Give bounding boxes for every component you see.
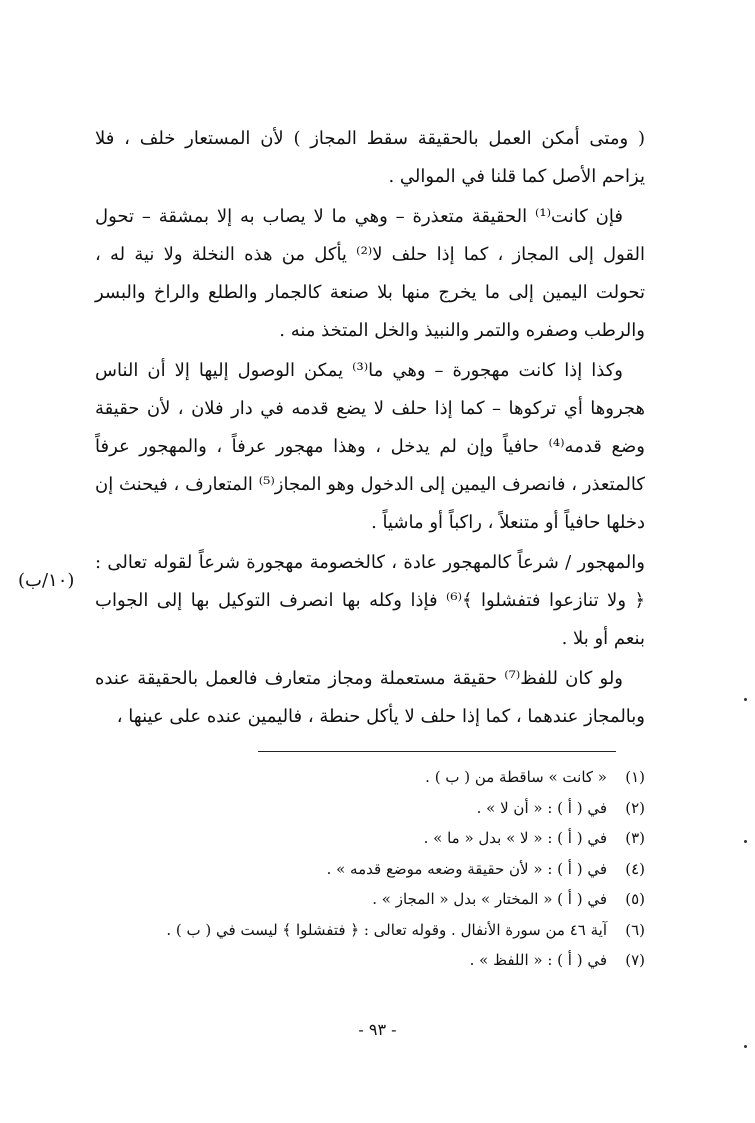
footnote-text: في ( أ ) : « اللفظ » . [469, 951, 607, 969]
footnote [95, 762, 645, 793]
footnote [95, 793, 645, 824]
footnote-text: في ( أ ) : « أن لا » . [476, 798, 607, 817]
footnotes-list [95, 762, 645, 976]
scan-speck [744, 698, 747, 701]
scan-speck [744, 1045, 747, 1048]
footnote-text: في ( أ ) : « لأن حقيقة وضعه موضع قدمه » . [326, 859, 607, 878]
paragraph-1: ( ومتى أمكن العمل بالحقيقة سقط المجاز ) لأن المستعار خلف ، فلا يزاحم الأصل كما قلنا في الموالي . [95, 128, 645, 187]
footnote [95, 884, 645, 915]
paragraph-5: ولو كان للفظ⁽⁷⁾ حقيقة مستعملة ومجاز متعارف فالعمل بالحقيقة عنده وبالمجاز عندهما ، كما إذا حلف لا يأكل حنطة ، فاليمين عنده على عينها ، [95, 668, 645, 727]
footnote-number: (٥) [625, 890, 645, 908]
footnote [95, 915, 645, 946]
footnote [95, 945, 645, 976]
footnote-number: (٤) [625, 859, 645, 878]
footnote [95, 823, 645, 854]
footnote-number: (٢) [625, 798, 645, 817]
body-text [95, 120, 645, 738]
footnote-number: (٣) [625, 829, 645, 847]
footnote-text: آية ٤٦ من سورة الأنفال . وقوله تعالى : ﴿ فتفشلوا ﴾ ليست في ( ب ) . [166, 920, 607, 939]
paragraph-2: فإن كانت⁽¹⁾ الحقيقة متعذرة – وهي ما لا يصاب به إلا بمشقة – تحول القول إلى المجاز ، كما إذا حلف لا⁽²⁾ يأكل من هذه النخلة ولا نية له ، تحولت اليمين إلى ما يخرج منها بلا صنعة كالجمار والطلع والراخ والبسر والرطب وصفره والتمر والنبيذ والخل المتخذ منه . [95, 206, 646, 341]
footnote-separator [258, 751, 616, 752]
footnote-number: (٧) [625, 951, 645, 969]
manuscript-folio-marker: (١٠/ب) [18, 570, 75, 591]
footnote-number: (١) [625, 768, 645, 786]
footnote-text: في ( أ ) : « لا » بدل « ما » . [423, 829, 607, 847]
footnote-number: (٦) [625, 920, 645, 939]
footnote [95, 854, 645, 885]
page-number: - ٩٣ - [358, 1020, 397, 1039]
footnote-text: « كانت » ساقطة من ( ب ) . [425, 768, 607, 786]
footnote-text: في ( أ ) « المختار » بدل « المجاز » . [372, 890, 607, 908]
paragraph-4: والمهجور / شرعاً كالمهجور عادة ، كالخصومة مهجورة شرعاً لقوله تعالى : ﴿ ولا تنازعوا فتفشلوا ﴾⁽⁶⁾ فإذا وكله بها انصرف التوكيل بها إلى الجواب بنعم أو بلا . [95, 552, 645, 649]
paragraph-3: وكذا إذا كانت مهجورة – وهي ما⁽³⁾ يمكن الوصول إليها إلا أن الناس هجروها أي تركوها – كما إذا حلف لا يضع قدمه في دار فلان ، لأن حقيقة وضع قدمه⁽⁴⁾ حافياً وإن لم يدخل ، وهذا مهجور عرفاً ، والمهجور عرفاً كالمتعذر ، فانصرف اليمين إلى الدخول وهو المجاز⁽⁵⁾ المتعارف ، فيحنث إن دخلها حافياً أو متنعلاً ، راكباً أو ماشياً . [95, 360, 646, 533]
scan-speck [744, 840, 747, 843]
